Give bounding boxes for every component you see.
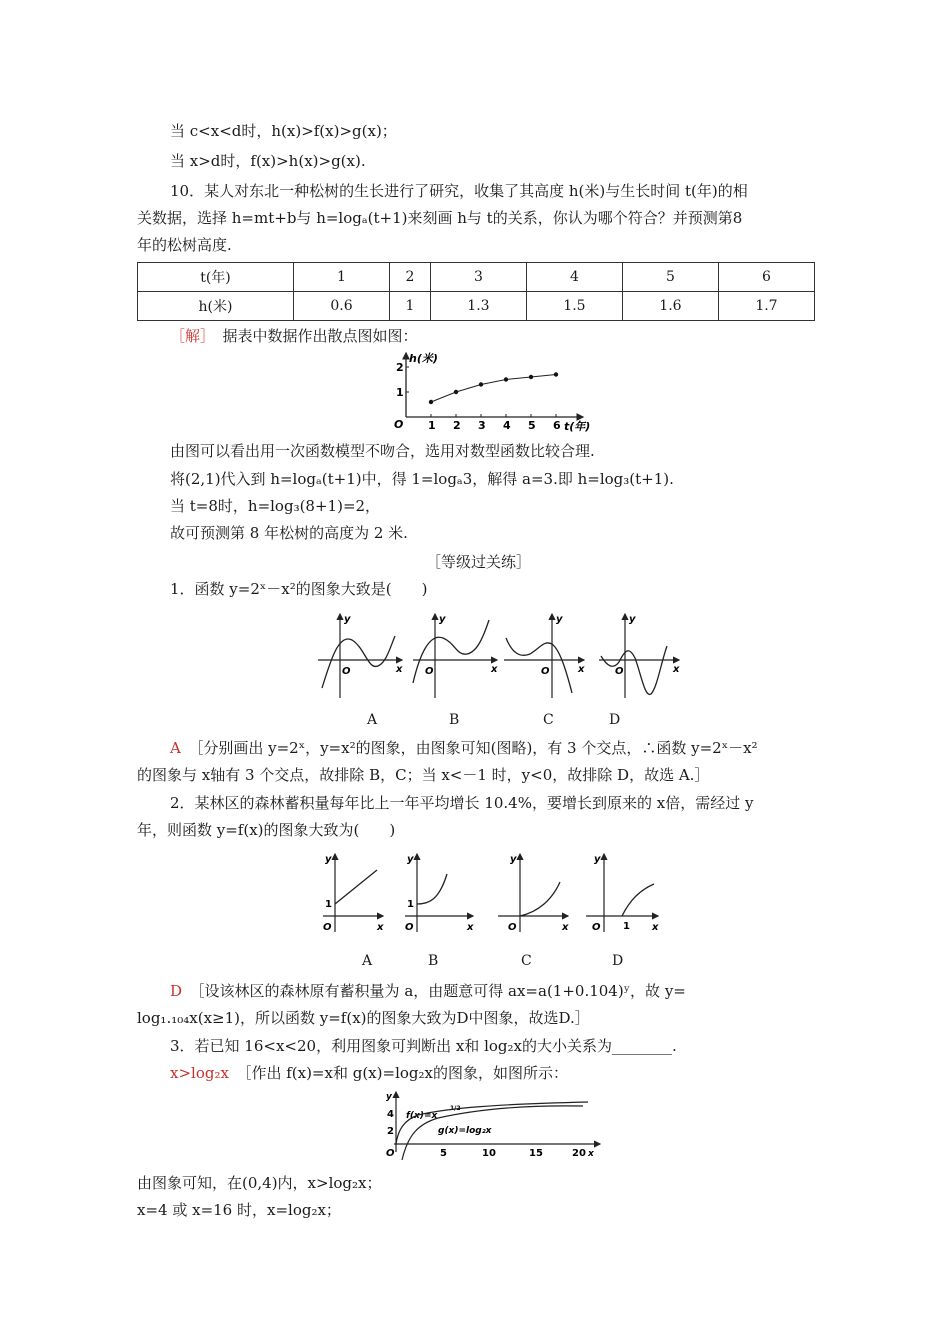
question-1: 1．函数 y=2ˣ－x²的图象大致是( ) bbox=[170, 580, 428, 598]
table-cell: 1.3 bbox=[430, 292, 526, 321]
tick-label: 20 bbox=[572, 1148, 586, 1159]
table-cell: 2 bbox=[390, 263, 431, 292]
tick-label: 4 bbox=[387, 1109, 394, 1120]
choice-label: C bbox=[543, 712, 554, 728]
graph-x-label: x bbox=[467, 922, 474, 933]
question-10: 10．某人对东北一种松树的生长进行了研究，收集了其高度 h(米)与生长时间 t(年)的相 bbox=[170, 182, 748, 200]
table-cell: 0.6 bbox=[294, 292, 390, 321]
tick-label: 15 bbox=[529, 1148, 543, 1159]
f-label: f(x)=x bbox=[406, 1111, 438, 1121]
answer-1-cont: 的图象与 x轴有 3 个交点，故排除 B，C；当 x<－1 时，y<0，故排除 D，故选 A.］ bbox=[137, 766, 710, 784]
table-cell: 4 bbox=[526, 263, 622, 292]
x-tick-label: 5 bbox=[528, 419, 536, 432]
curve bbox=[601, 646, 667, 694]
graph-y-label: y bbox=[344, 614, 351, 625]
curve bbox=[622, 884, 654, 916]
text-line: 由图可以看出用一次函数模型不吻合，选用对数型函数比较合理. bbox=[170, 442, 595, 460]
graph-c bbox=[498, 854, 569, 933]
graph-origin: O bbox=[342, 666, 351, 677]
graph-one-label: 1 bbox=[325, 899, 332, 910]
curve bbox=[335, 870, 377, 904]
graph-x-label: x bbox=[578, 664, 585, 675]
choice-label: B bbox=[428, 953, 439, 969]
data-point bbox=[454, 390, 458, 394]
graph-y-label: y bbox=[629, 614, 636, 625]
x-tick-label: 2 bbox=[453, 419, 461, 432]
graph-y-label: y bbox=[386, 1092, 392, 1102]
series-line bbox=[431, 375, 556, 403]
graph-y-label: y bbox=[325, 854, 332, 865]
data-point bbox=[479, 382, 483, 386]
graph-a bbox=[323, 854, 384, 933]
solution-text: 据表中数据作出散点图如图： bbox=[222, 327, 418, 345]
y-axis-label: h(米) bbox=[409, 352, 438, 365]
choice-label: D bbox=[612, 953, 624, 969]
graph-origin: O bbox=[425, 666, 434, 677]
question-10-cont: 年的松树高度. bbox=[137, 236, 232, 254]
graph-x-label: x bbox=[673, 664, 680, 675]
x-tick-label: 6 bbox=[553, 419, 561, 432]
x-tick-label: 4 bbox=[503, 419, 511, 432]
curve bbox=[520, 882, 560, 916]
text-line: 将(2,1)代入到 h=logₐ(t+1)中，得 1=logₐ3，解得 a=3.即 h=log₃(t+1). bbox=[170, 470, 674, 488]
graph-x-label: x bbox=[396, 664, 403, 675]
scatter-chart bbox=[378, 350, 593, 435]
curve bbox=[417, 874, 447, 904]
data-point bbox=[429, 400, 433, 404]
answer-2-cont: log₁.₁₀₄x(x≥1)，所以函数 y=f(x)的图象大致为D中图象，故选D.］ bbox=[137, 1009, 590, 1027]
choice-graphs-2 bbox=[305, 850, 675, 940]
graph-origin: O bbox=[405, 922, 414, 933]
graph-origin: O bbox=[323, 922, 332, 933]
choice-label: A bbox=[367, 712, 378, 728]
answer-text: ［作出 f(x)=x和 g(x)=log₂x的图象，如图所示： bbox=[243, 1064, 568, 1082]
graph-x-label: x bbox=[377, 922, 384, 933]
graph-y-label: y bbox=[594, 854, 601, 865]
x-tick-label: 3 bbox=[478, 419, 486, 432]
table-cell: 1 bbox=[294, 263, 390, 292]
solution-tag: ［解］ bbox=[170, 327, 208, 345]
graph-x-label: x bbox=[562, 922, 569, 933]
table-cell: 6 bbox=[718, 263, 814, 292]
graph-origin: O bbox=[541, 666, 550, 677]
answer-1 bbox=[170, 737, 758, 759]
table-cell: 3 bbox=[430, 263, 526, 292]
answer-3 bbox=[170, 1062, 568, 1084]
table-cell: h(米) bbox=[138, 292, 294, 321]
graph-y-label: y bbox=[407, 854, 414, 865]
graph-y-label: y bbox=[439, 614, 446, 625]
tick-label: 10 bbox=[482, 1148, 496, 1159]
answer-text: ［分别画出 y=2ˣ，y=x²的图象，由图象可知(图略)，有 3 个交点，∴函数 y=2ˣ－x² bbox=[195, 739, 758, 757]
choice-label: C bbox=[521, 953, 532, 969]
question-2-cont: 年，则函数 y=f(x)的图象大致为( ) bbox=[137, 821, 396, 839]
graph-a bbox=[318, 614, 403, 698]
graph-x-label: x bbox=[652, 922, 659, 933]
table-cell: t(年) bbox=[138, 263, 294, 292]
g-label: g(x)=log₂x bbox=[438, 1126, 492, 1136]
text-line: 当 c<x<d时，h(x)>f(x)>g(x)； bbox=[170, 122, 397, 140]
graph-b bbox=[413, 614, 498, 698]
solution-line bbox=[170, 325, 418, 347]
y-tick-label: 1 bbox=[396, 386, 404, 399]
answer-tag: D bbox=[170, 982, 183, 1000]
data-point bbox=[504, 377, 508, 381]
table-row bbox=[138, 263, 815, 292]
graph-origin: O bbox=[592, 922, 601, 933]
table-cell: 1 bbox=[390, 292, 431, 321]
x-tick-label: 1 bbox=[428, 419, 436, 432]
text-line: 当 t=8时，h=log₃(8+1)=2， bbox=[170, 497, 381, 515]
table-cell: 1.6 bbox=[622, 292, 718, 321]
table-row bbox=[138, 292, 815, 321]
answer-text: ［设该林区的森林原有蓄积量为 a，由题意可得 ax=a(1+0.104)ʸ，故 y= bbox=[197, 982, 686, 1000]
table-cell: 5 bbox=[622, 263, 718, 292]
answer-2 bbox=[170, 980, 686, 1002]
graph-one-label: 1 bbox=[407, 899, 414, 910]
section-title: ［等级过关练］ bbox=[426, 553, 532, 571]
question-2: 2．某林区的森林蓄积量每年比上一年平均增长 10.4%，要增长到原来的 x倍，需经过 y bbox=[170, 794, 754, 812]
graph-x-label: x bbox=[588, 1149, 594, 1159]
graph-origin: O bbox=[386, 1148, 395, 1159]
choice-label: B bbox=[449, 712, 460, 728]
curve bbox=[506, 638, 572, 693]
data-table bbox=[137, 262, 815, 321]
data-point bbox=[554, 372, 558, 376]
x-axis-label: t(年) bbox=[564, 420, 591, 433]
tick-label: 5 bbox=[440, 1148, 447, 1159]
choice-graphs-1 bbox=[310, 608, 680, 703]
choice-label: D bbox=[609, 712, 621, 728]
text-line: 故可预测第 8 年松树的高度为 2 米. bbox=[170, 524, 408, 542]
graph-y-label: y bbox=[556, 614, 563, 625]
graph-d bbox=[599, 614, 680, 698]
table-cell: 1.7 bbox=[718, 292, 814, 321]
question-3: 3．若已知 16<x<20，利用图象可判断出 x和 log₂x的大小关系为________. bbox=[170, 1037, 677, 1055]
text-line: x=4 或 x=16 时，x=log₂x； bbox=[137, 1201, 341, 1219]
answer-tag: x>log₂x bbox=[170, 1064, 229, 1082]
graph-b bbox=[405, 854, 474, 933]
y-tick-label: 2 bbox=[396, 361, 404, 374]
question-10-cont: 关数据，选择 h=mt+b与 h=logₐ(t+1)来刻画 h与 t的关系，你认为哪个符合？并预测第8 bbox=[137, 209, 743, 227]
f-exponent: 1/2 bbox=[450, 1105, 461, 1112]
tick-label: 2 bbox=[387, 1126, 394, 1137]
graph-c bbox=[504, 614, 585, 698]
function-graph-3 bbox=[378, 1090, 603, 1160]
graph-d bbox=[586, 854, 659, 933]
choice-label: A bbox=[362, 953, 373, 969]
text-line: 当 x>d时，f(x)>h(x)>g(x). bbox=[170, 152, 366, 170]
graph-y-label: y bbox=[510, 854, 517, 865]
table-cell: 1.5 bbox=[526, 292, 622, 321]
graph-origin: O bbox=[615, 666, 624, 677]
text-line: 由图象可知，在(0,4)内，x>log₂x； bbox=[137, 1174, 382, 1192]
graph-x-label: x bbox=[491, 664, 498, 675]
curve bbox=[322, 636, 395, 688]
graph-origin: O bbox=[508, 922, 517, 933]
origin-label: O bbox=[394, 418, 404, 431]
answer-tag: A bbox=[170, 739, 181, 757]
data-point bbox=[529, 375, 533, 379]
graph-one-label: 1 bbox=[623, 921, 630, 932]
